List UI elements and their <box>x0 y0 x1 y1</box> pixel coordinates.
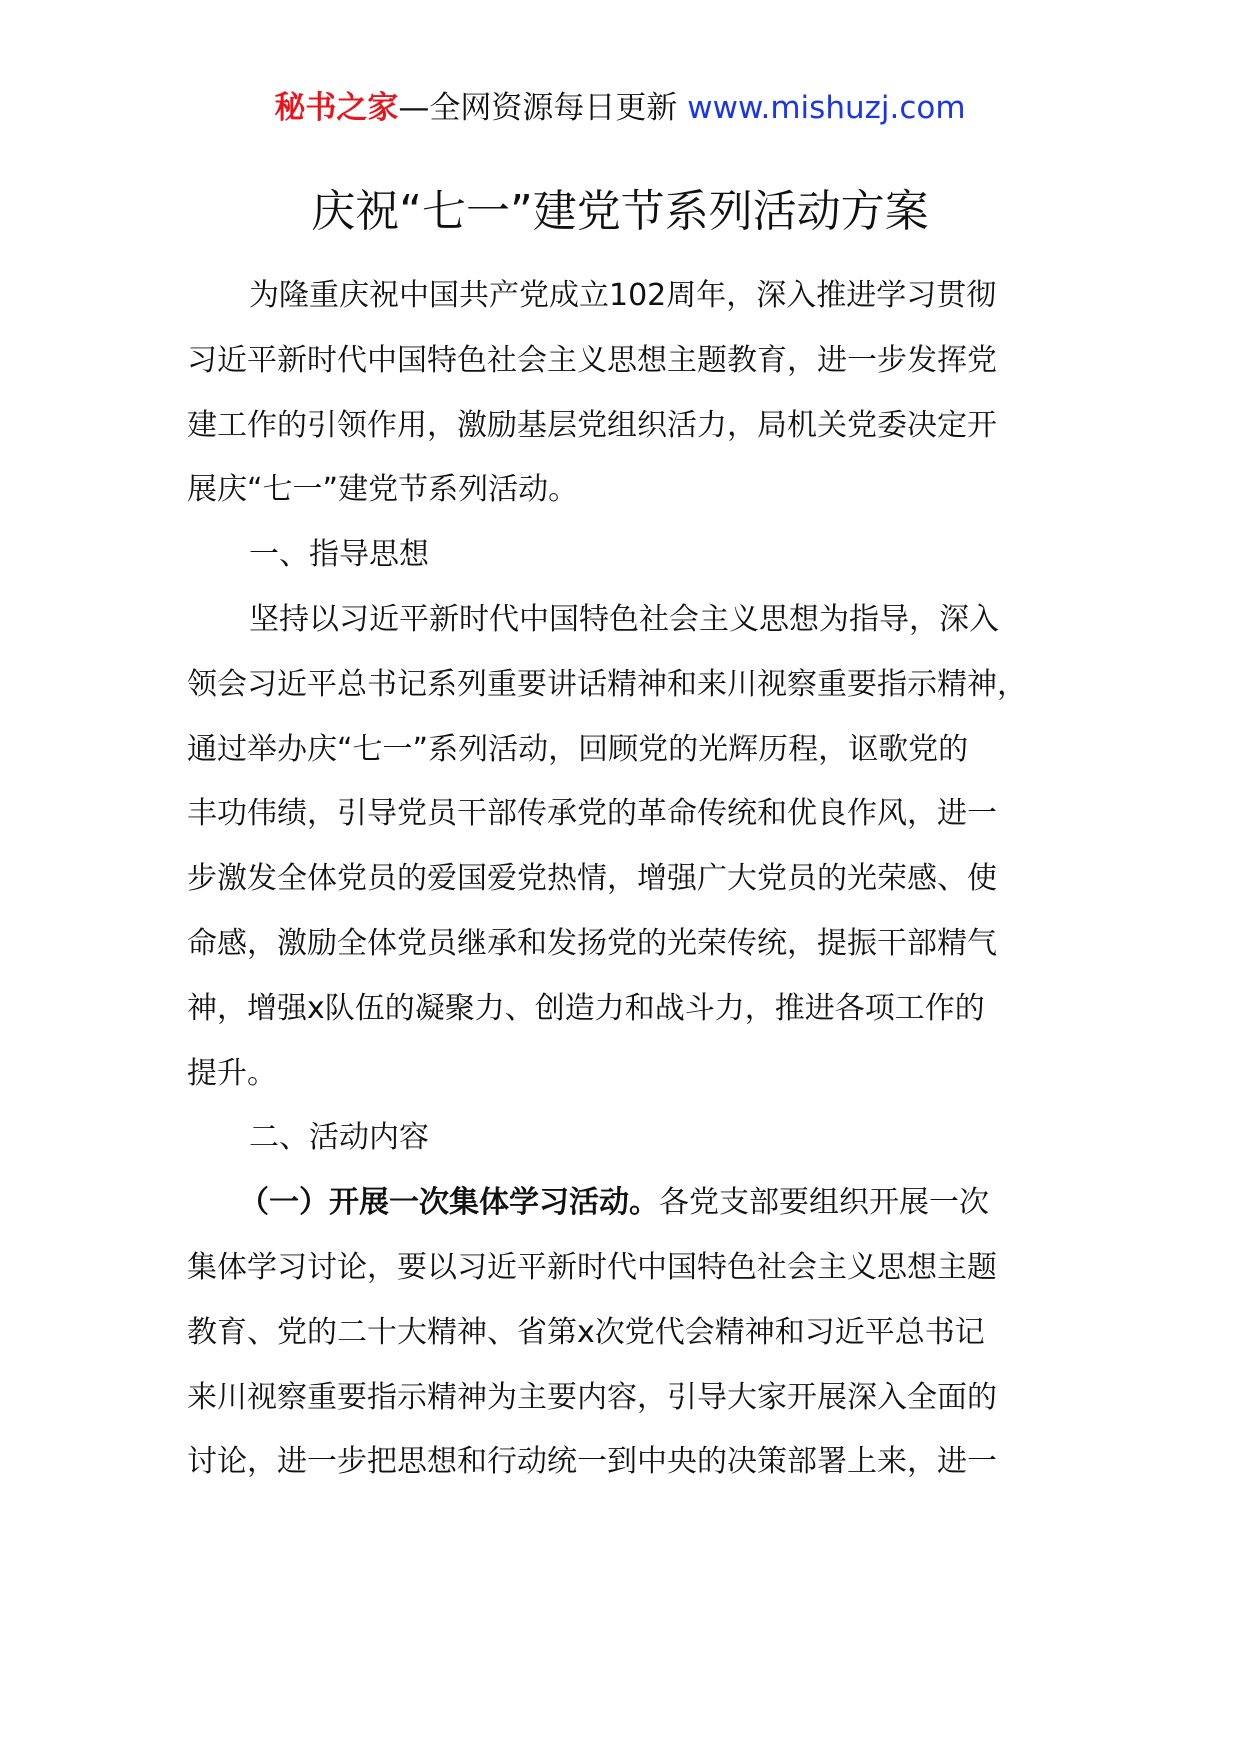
subsection-text: 各党支部要组织开展一次 <box>659 1185 989 1221</box>
paragraph-line: 领会习近平总书记系列重要讲话精神和来川视察重要指示精神， <box>187 666 1027 702</box>
paragraph-line: 神，增强x队伍的凝聚力、创造力和战斗力，推进各项工作的 <box>187 990 985 1026</box>
document-title: 庆祝“七一”建党节系列活动方案 <box>311 186 929 237</box>
section-heading: 一、指导思想 <box>249 537 429 573</box>
paragraph-line: 为隆重庆祝中国共产党成立102周年，深入推进学习贯彻 <box>249 278 997 313</box>
site-header <box>0 84 1240 132</box>
paragraph-line: 展庆“七一”建党节系列活动。 <box>187 472 579 508</box>
paragraph-line: 步激发全体党员的爱国爱党热情，增强广大党员的光荣感、使 <box>187 861 997 897</box>
header-brand: 秘书之家 <box>274 90 399 126</box>
paragraph-line: 坚持以习近平新时代中国特色社会主义思想为指导，深入 <box>249 601 999 637</box>
paragraph-line: 建工作的引领作用，激励基层党组织活力，局机关党委决定开 <box>187 407 997 443</box>
header-tagline: —全网资源每日更新 <box>398 90 688 126</box>
paragraph-line: 通过举办庆“七一”系列活动，回顾党的光辉历程，讴歌党的 <box>187 731 969 767</box>
subsection-line <box>187 1171 1067 1236</box>
paragraph-line: 命感，激励全体党员继承和发扬党的光荣传统，提振干部精气 <box>187 925 997 961</box>
paragraph-line: 来川视察重要指示精神为主要内容，引导大家开展深入全面的 <box>187 1379 997 1415</box>
paragraph-line: 丰功伟绩，引导党员干部传承党的革命传统和优良作风，进一 <box>187 796 997 832</box>
paragraph-line: 习近平新时代中国特色社会主义思想主题教育，进一步发挥党 <box>187 342 997 378</box>
paragraph-line: 讨论，进一步把思想和行动统一到中央的决策部署上来，进一 <box>187 1444 997 1480</box>
paragraph-line: 提升。 <box>187 1055 277 1091</box>
paragraph-line: 集体学习讨论，要以习近平新时代中国特色社会主义思想主题 <box>187 1249 997 1285</box>
section-heading: 二、活动内容 <box>249 1120 429 1156</box>
paragraph-line: 教育、党的二十大精神、省第x次党代会精神和习近平总书记 <box>187 1314 985 1350</box>
document-body <box>187 264 1067 1495</box>
header-url-link[interactable]: www.mishuzj.com <box>687 90 966 126</box>
subsection-heading: （一）开展一次集体学习活动。 <box>239 1185 659 1221</box>
